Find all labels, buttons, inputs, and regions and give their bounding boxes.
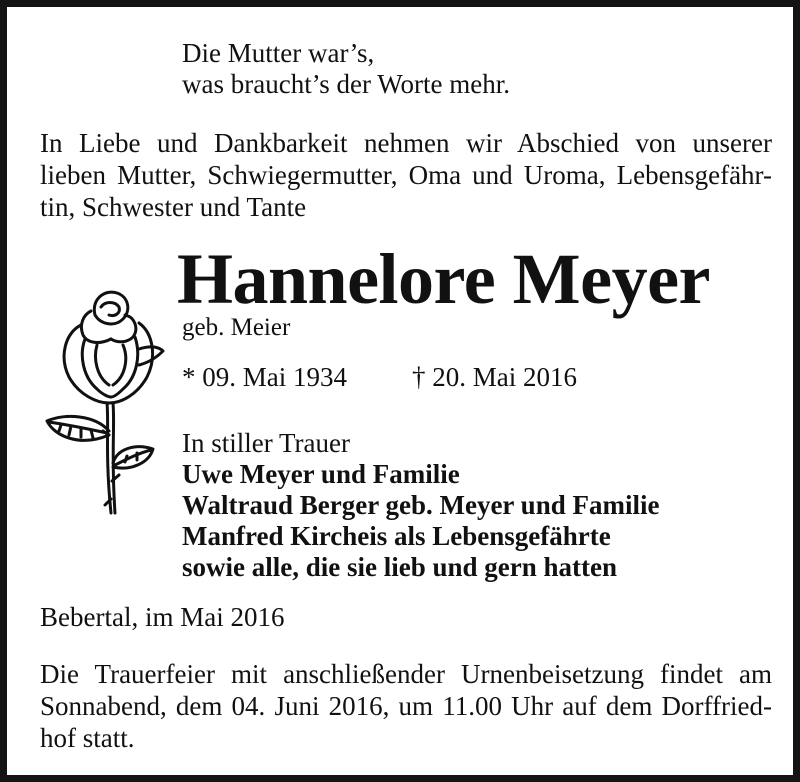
birth-date: * 09. Mai 1934 <box>182 362 347 392</box>
funeral-line-2: Sonnabend, dem 04. Juni 2016, um 11.00 Uhr auf dem Dorffried- <box>40 691 772 721</box>
place-date: Bebertal, im Mai 2016 <box>40 602 285 632</box>
death-date: † 20. Mai 2016 <box>412 362 577 392</box>
mourner-line-4: sowie alle, die sie lieb und gern hatten <box>182 552 618 582</box>
intro-line-3: tin, Schwester und Tante <box>40 192 307 222</box>
mourners-heading: In stiller Trauer <box>182 428 350 458</box>
funeral-line-3: hof statt. <box>40 723 135 753</box>
intro-line-2: lieben Mutter, Schwiegermutter, Oma und Uroma, Lebensgefähr- <box>40 160 772 190</box>
funeral-line-1: Die Trauerfeier mit anschließender Urnenbeisetzung findet am <box>40 659 772 689</box>
mourner-line-1: Uwe Meyer und Familie <box>182 459 460 489</box>
rose-icon <box>39 285 169 515</box>
mourner-line-2: Waltraud Berger geb. Meyer und Familie <box>182 490 660 520</box>
mourner-line-3: Manfred Kircheis als Lebensgefährte <box>182 521 611 551</box>
quote-line-1: Die Mutter war’s, <box>182 38 375 68</box>
maiden-name: geb. Meier <box>182 314 291 341</box>
intro-line-1: In Liebe und Dankbarkeit nehmen wir Abschied von unserer <box>40 128 772 158</box>
deceased-name: Hannelore Meyer <box>177 239 710 319</box>
quote-line-2: was braucht’s der Worte mehr. <box>182 69 510 99</box>
